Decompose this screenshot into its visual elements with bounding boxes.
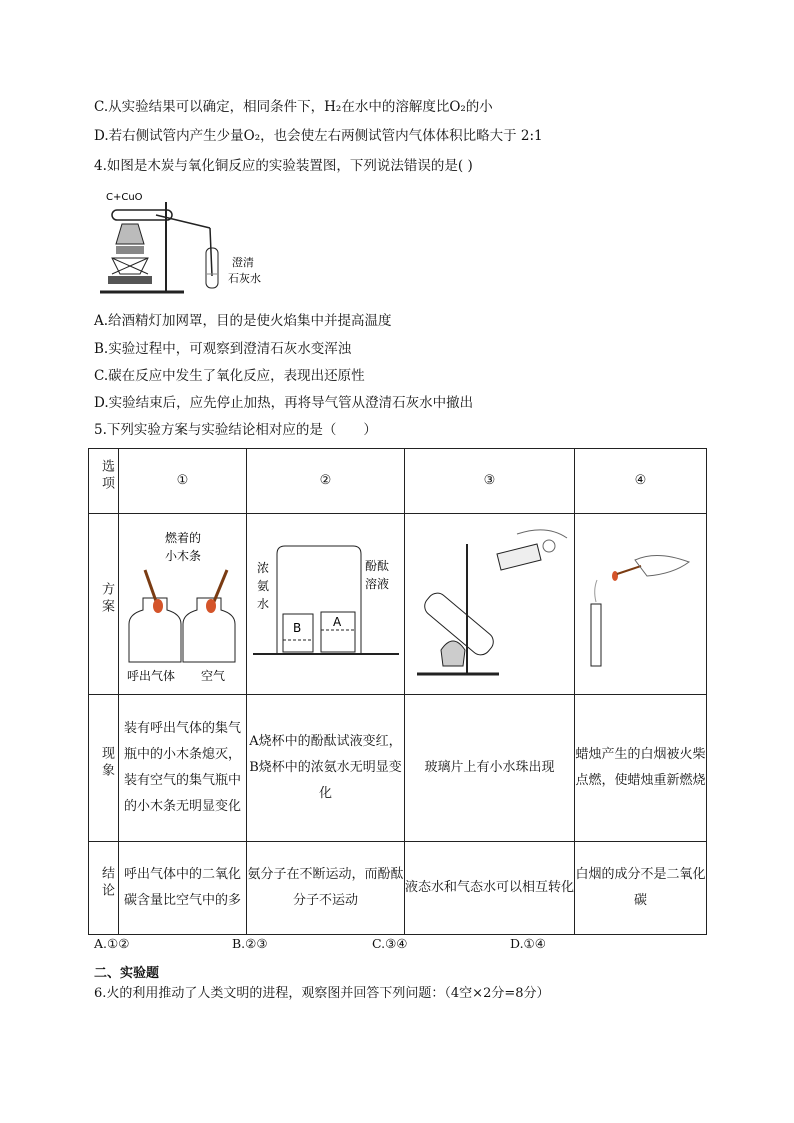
plan2-left2: 氨 [256,579,269,593]
col-2-header: ② [247,449,405,514]
question-4: 4.如图是木炭与氧化铜反应的实验装置图，下列说法错误的是( ) [94,158,473,174]
observation-3: 玻璃片上有小水珠出现 [405,695,575,842]
plan1-top2: 小木条 [164,549,201,563]
observation-4: 蜡烛产生的白烟被火柴点燃，使蜡烛重新燃烧 [575,695,707,842]
conclusion-4: 白烟的成分不是二氧化碳 [575,842,707,935]
plan2-right2: 溶液 [364,577,389,591]
plan-3-cell [405,514,575,695]
plan-2-cell [247,514,405,695]
plan2-left1: 浓 [256,561,269,575]
conclusion-row-label: 结论 [89,842,119,935]
plan-4-cell [575,514,707,695]
conclusion-1: 呼出气体中的二氧化碳含量比空气中的多 [119,842,247,935]
plan2-a-label: A [332,615,341,629]
answer-option-a[interactable]: A.①② [94,936,130,951]
plan1-right-label: 空气 [200,669,225,683]
col-1-header: ① [119,449,247,514]
observation-2: A烧杯中的酚酞试液变红，B烧杯中的浓氨水无明显变化 [247,695,405,842]
fig4-label-top: C+CuO [106,192,143,203]
plan2-b-label: B [292,621,301,635]
col-4-header: ④ [575,449,707,514]
q4-option-a: A.给酒精灯加网罩，目的是使火焰集中并提高温度 [94,313,392,329]
plan-3-figure [407,514,573,684]
section-title: 二、实验题 [94,966,160,981]
col-3-header: ③ [405,449,575,514]
answer-option-d[interactable]: D.①④ [510,936,546,951]
observation-row-label: 现象 [89,695,119,842]
plan-row-label: 方案 [89,514,119,695]
q4-option-c: C.碳在反应中发生了氧化反应，表现出还原性 [94,368,365,384]
question-6: 6.火的利用推动了人类文明的进程，观察图并回答下列问题：（4空×2分=8分） [94,986,550,1001]
observation-1: 装有呼出气体的集气瓶中的小木条熄灭，装有空气的集气瓶中的小木条无明显变化 [119,695,247,842]
conclusion-3: 液态水和气态水可以相互转化 [405,842,575,935]
plan1-top1: 燃着的 [164,531,201,545]
answer-option-c[interactable]: C.③④ [372,936,408,951]
plan-4-figure [577,514,705,684]
q4-option-d: D.实验结束后，应先停止加热，再将导气管从澄清石灰水中撤出 [94,395,474,411]
plan-1-cell [119,514,247,695]
plan2-right1: 酚酞 [364,559,389,573]
question-5: 5.下列实验方案与实验结论相对应的是（ ） [94,422,377,438]
fig4-label-right-2: 石灰水 [228,272,261,285]
q4-option-b: B.实验过程中，可观察到澄清石灰水变浑浊 [94,341,352,357]
answer-option-b[interactable]: B.②③ [232,936,268,951]
plan2-left3: 水 [256,597,269,611]
charcoal-cuo-apparatus-figure [94,188,274,300]
experiment-table [88,448,707,935]
option-d-line: D.若右侧试管内产生少量O₂，也会使左右两侧试管内气体体积比略大于 2:1 [94,128,543,144]
plan-1-figure [121,514,245,684]
option-c-line: C.从实验结果可以确定，相同条件下，H₂在水中的溶解度比O₂的小 [94,99,493,115]
fig4-label-right-1: 澄清 [232,256,254,269]
conclusion-2: 氨分子在不断运动，而酚酞分子不运动 [247,842,405,935]
header-option-label: 选项 [89,449,119,514]
plan-2-figure [249,514,403,684]
plan1-left-label: 呼出气体 [126,669,175,683]
